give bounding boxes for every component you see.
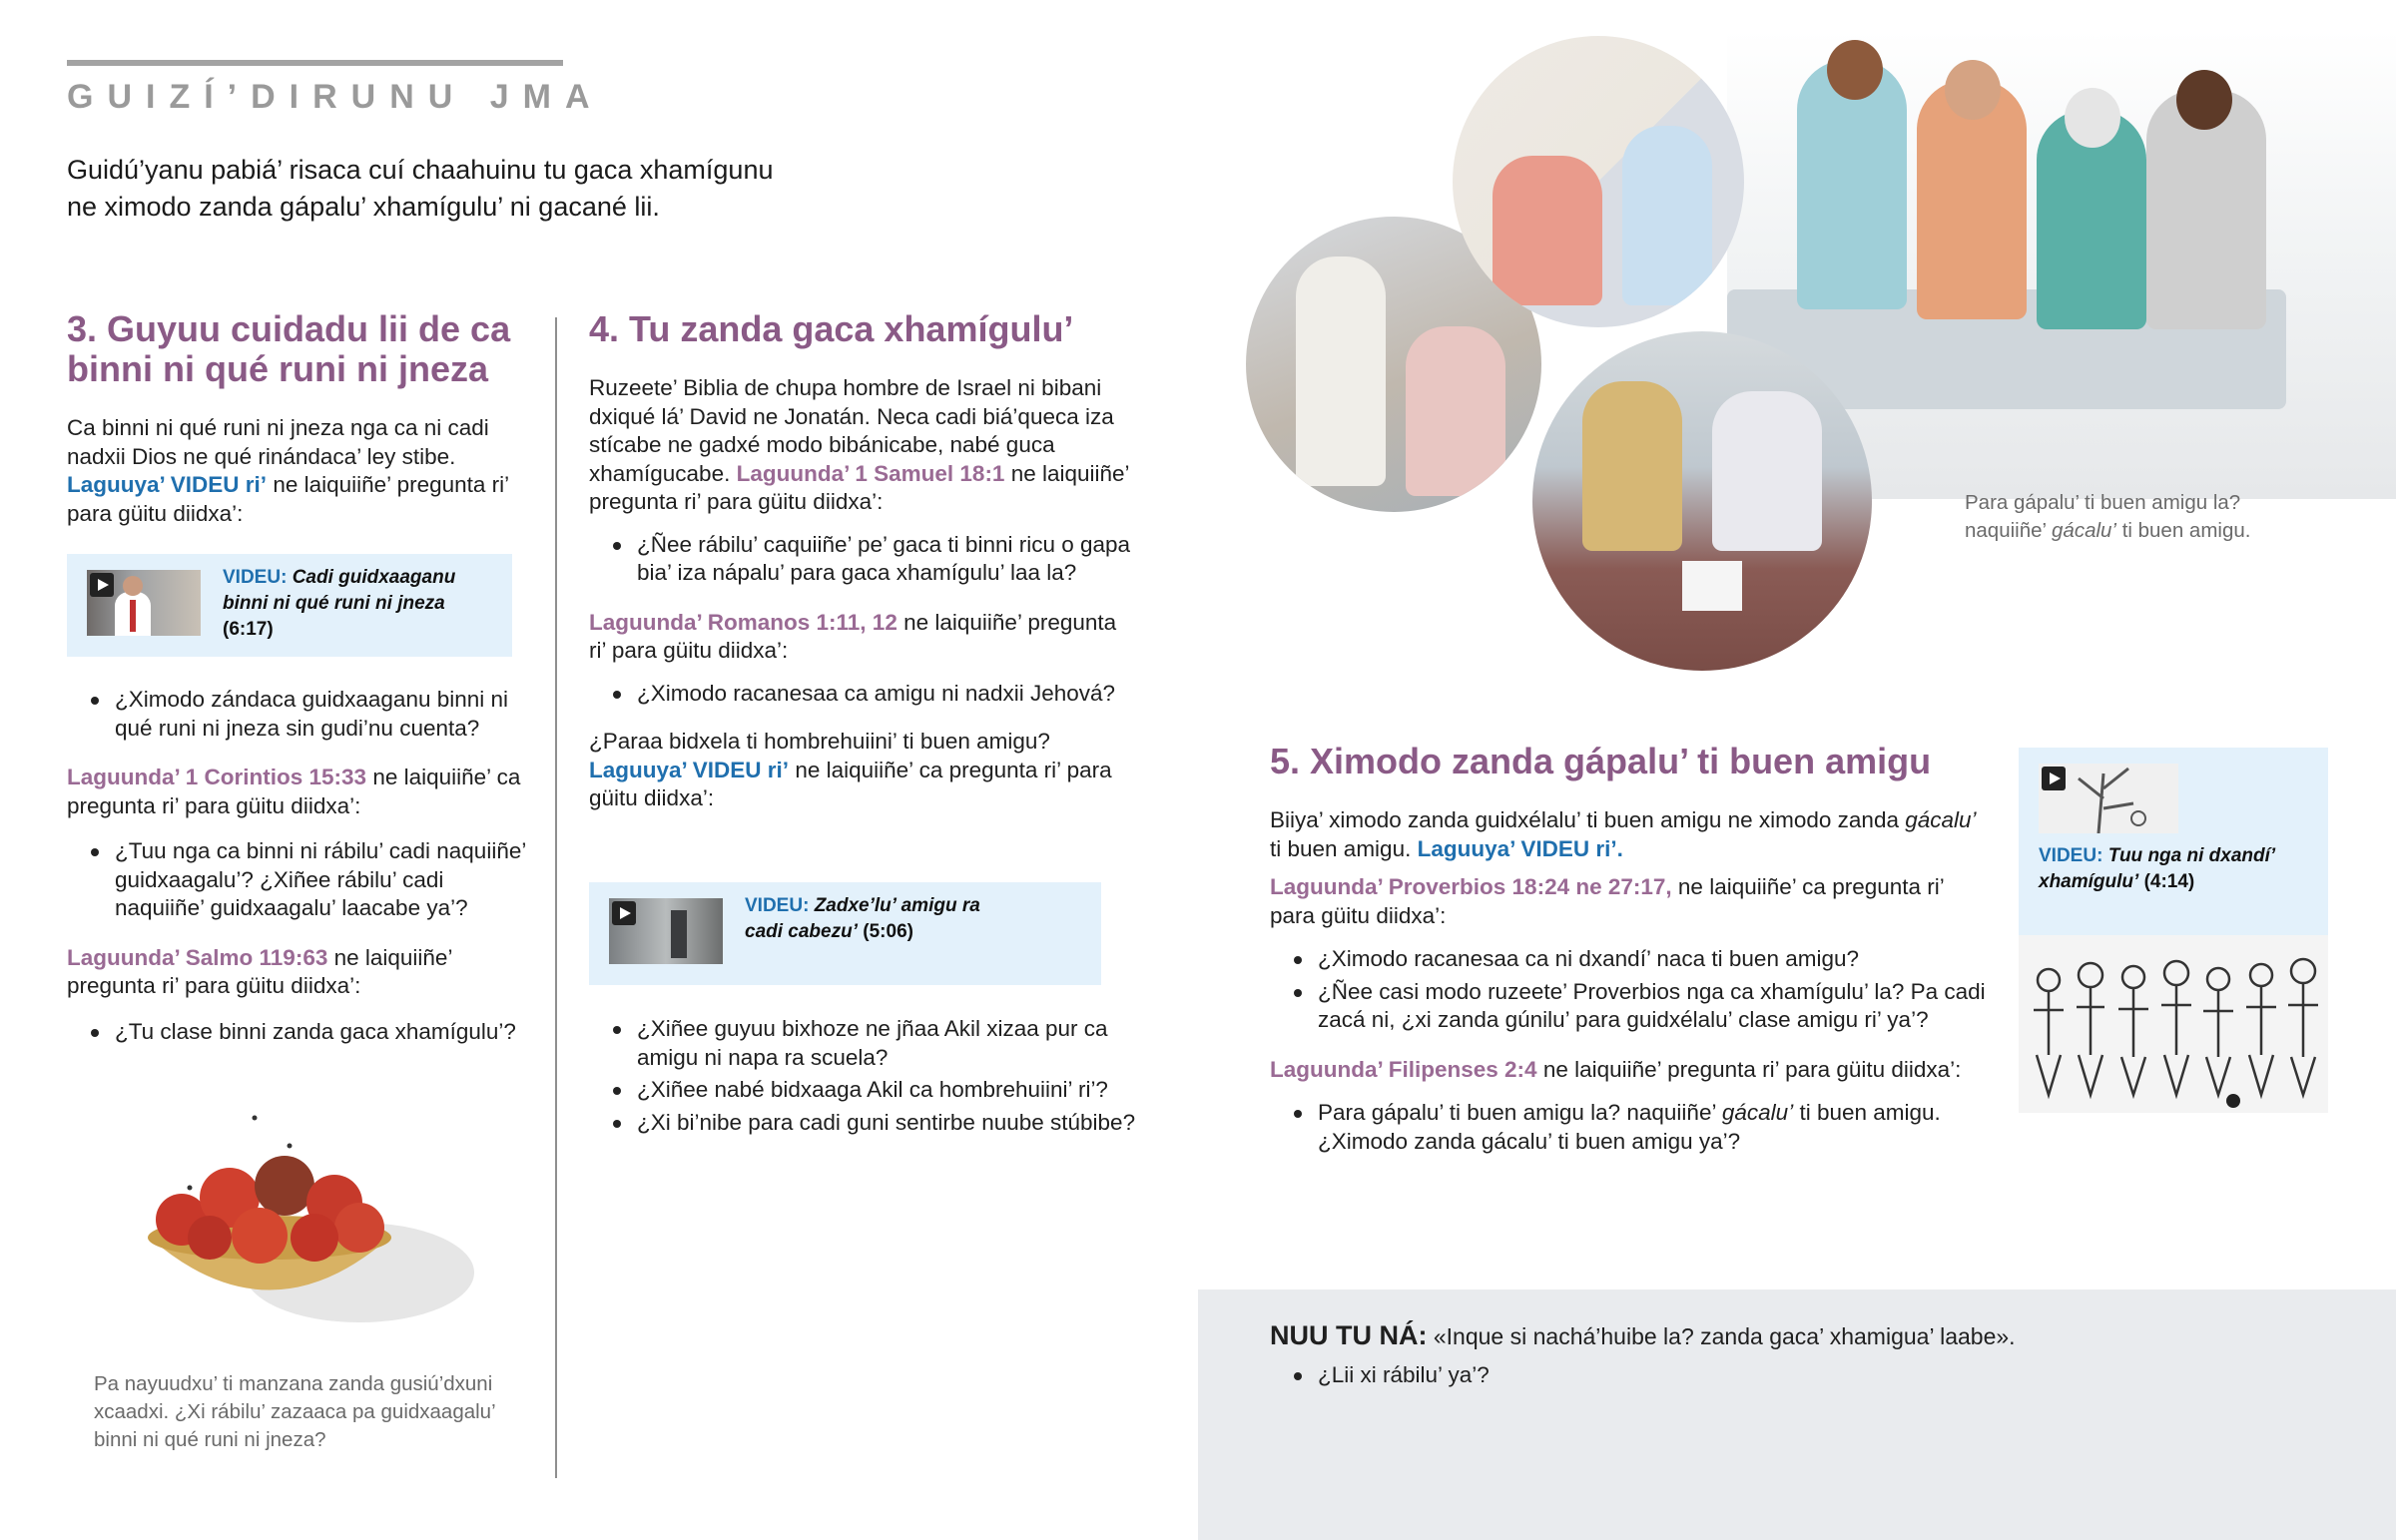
list-item: ¿Xiñee nabé bidxaaga Akil ca hombrehuiini’ ri’? <box>589 1076 1138 1105</box>
video-thumbnail-1[interactable] <box>87 570 201 636</box>
bullet-3-b: ti buen amigu. ¿Ximodo zanda gácalu’ ti buen amigu ya’? <box>1318 1100 1941 1154</box>
section-3-heading <box>67 309 526 389</box>
section-5-paragraph-b: ti buen amigu. <box>1270 835 1412 861</box>
section-3-paragraph <box>67 414 526 528</box>
list-item: ¿Xi bi’nibe para cadi guni sentirbe nuube stúbibe? <box>589 1109 1138 1138</box>
list-item: ¿Ñee rábilu’ caquiiñe’ pe’ gaca ti binni ricu o gapa bia’ iza nápalu’ para gaca xhamígulu’ laa la? <box>589 531 1138 588</box>
elderly-woman <box>1406 326 1505 496</box>
section-4-paragraph-text: Ruzeete’ Biblia de chupa hombre de Israel ni bibani dxiqué lá’ David ne Jonatán. Neca cadi biá’queca iza stícabe ne gadxé modo bibánicabe, nabé guca xhamígucabe. <box>589 375 1114 486</box>
section-kicker: GUIZÍ’DIRUNU JMA <box>67 78 604 116</box>
list-item: ¿Lii xi rábilu’ ya’? <box>1270 1361 2216 1390</box>
friends-sketch <box>2019 935 2328 1113</box>
discussion-box <box>1198 1289 2396 1540</box>
reading-1-tail: ne laiquiiñe’ ca pregunta ri’ para güitu diidxa’: <box>67 765 521 818</box>
section-3-heading-line-2: binni ni qué runi ni jneza <box>67 348 488 389</box>
header-rule <box>67 60 563 66</box>
list-item: ¿Tuu nga ca binni ni rábilu’ cadi naquiiñe’ guidxaagalu’? ¿Xiñee rábilu’ cadi naquiiñe’ guidxaagalu’ laacabe ya’? <box>67 837 536 923</box>
scripture-ref-1-corintios[interactable]: Laguunda’ 1 Corintios 15:33 <box>67 765 367 789</box>
section-4-paragraph-tail: ne laiquiiñe’ pregunta ri’ para güitu diidxa’: <box>589 460 1129 514</box>
list-item: ¿Tu clase binni zanda gaca xhamígulu’? <box>67 1018 536 1047</box>
section-3 <box>67 309 526 528</box>
section-5-heading: 5. Ximodo zanda gápalu’ ti buen amigu <box>1270 741 1932 781</box>
section-3-reading-2 <box>67 944 536 1001</box>
scripture-ref-proverbios[interactable]: Laguunda’ Proverbios 18:24 ne 27:17, <box>1270 874 1672 899</box>
photo-caption-pre: naquiiñe’ <box>1965 519 2047 542</box>
apple <box>334 1203 384 1253</box>
apple <box>291 1214 338 1262</box>
discussion-prompt <box>1270 1319 2368 1352</box>
list-item: ¿Ximodo racanesaa ca ni dxandí’ naca ti buen amigu? <box>1270 945 1989 974</box>
fly-icon <box>188 1186 193 1191</box>
section-4-heading: 4. Tu zanda gaca xhamígulu’ <box>589 308 1074 349</box>
video-3-title: Tuu nga ni dxandí’ xhamígulu’ <box>2039 845 2275 892</box>
section-3-content <box>67 686 536 1046</box>
intro-line-2: ne ximodo zanda gápalu’ xhamígulu’ ni gacané lii. <box>67 192 660 222</box>
photo-circle-phone <box>1453 36 1744 327</box>
video-2-label <box>745 893 1004 945</box>
video-2-time: (5:06) <box>863 921 913 942</box>
section-3-reading-1 <box>67 764 536 820</box>
video-3-time: (4:14) <box>2143 871 2195 892</box>
video-thumbnail-3[interactable] <box>2039 764 2178 833</box>
section-5-video-box[interactable] <box>2019 748 2328 935</box>
list-item: ¿Ñee casi modo ruzeete’ Proverbios nga ca xhamígulu’ la? Pa cadi zacá ni, ¿xi zanda gúnilu’ para guidxélalu’ clase amigu ri’ ya’? <box>1270 978 1989 1035</box>
play-icon[interactable] <box>90 573 114 597</box>
discussion-quote: «Inque si nachá’huibe la? zanda gaca’ xhamigua’ laabe». <box>1433 1323 2016 1349</box>
scripture-ref-1-samuel[interactable]: Laguunda’ 1 Samuel 18:1 <box>736 460 1005 486</box>
section-4-questions <box>589 1015 1138 1137</box>
section-5-reading-1 <box>1270 873 1989 930</box>
photo-circle-comfort <box>1532 331 1872 671</box>
play-icon[interactable] <box>2042 767 2066 790</box>
face <box>1945 60 2001 120</box>
list-item: ¿Ximodo racanesaa ca amigu ni nadxii Jehová? <box>589 680 1138 709</box>
speaker-head <box>123 576 143 596</box>
friends-sketch-illustration <box>2019 935 2328 1113</box>
woman-pink-shirt <box>1493 156 1602 305</box>
video-2-title: Zadxe’lu’ amigu ra cadi cabezu’ <box>745 895 980 942</box>
scripture-ref-romanos[interactable]: Laguunda’ Romanos 1:11, 12 <box>589 609 898 635</box>
section-5-paragraph <box>1270 806 1989 863</box>
section-4-question-text: ¿Paraa bidxela ti hombrehuiini’ ti buen amigu? <box>589 729 1050 754</box>
reading-2-tail: ne laiquiiñe’ pregunta ri’ para güitu diidxa’: <box>67 944 452 998</box>
photo-caption-em: gácalu’ <box>2052 519 2116 542</box>
scripture-ref-salmo[interactable]: Laguunda’ Salmo 119:63 <box>67 944 328 970</box>
video-2-tag: VIDEU: <box>745 895 810 916</box>
scripture-ref-filipenses[interactable]: Laguunda’ Filipenses 2:4 <box>1270 1056 1537 1082</box>
woman-on-phone <box>1622 126 1712 305</box>
section-4-question <box>589 728 1138 813</box>
section-4-reading <box>589 609 1138 666</box>
section-3-heading-line-1: 3. Guyuu cuidadu lii de ca <box>67 308 511 349</box>
face <box>2065 88 2120 148</box>
apple-bowl-illustration <box>120 1098 489 1357</box>
discussion-label: NUU TU NÁ: <box>1270 1320 1428 1350</box>
section-5-paragraph-a: Biiya’ ximodo zanda guidxélalu’ ti buen amigu ne ximodo zanda <box>1270 807 1899 832</box>
apple <box>232 1208 288 1264</box>
speaker-tie <box>130 600 136 632</box>
section-3-video-link[interactable]: Laguuya’ VIDEU ri’ <box>67 472 268 497</box>
woman-yellow-sweater <box>1582 381 1682 551</box>
reading-1-tail: ne laiquiiñe’ ca pregunta ri’ para güitu diidxa’: <box>1270 874 1944 928</box>
video-1-time: (6:17) <box>223 619 274 640</box>
video-1-tag: VIDEU: <box>223 567 288 588</box>
section-5-paragraph-em: gácalu’ <box>1905 807 1977 832</box>
young-woman <box>1296 257 1386 486</box>
section-4-video-link[interactable]: Laguuya’ VIDEU ri’ <box>589 757 790 782</box>
section-4-question-tail: ne laiquiiñe’ ca pregunta ri’ para güitu diidxa’: <box>589 757 1112 810</box>
section-3-paragraph-text: Ca binni ni qué runi ni jneza nga ca ni cadi nadxii Dios ne qué rinándaca’ ley stibe. <box>67 415 489 469</box>
face <box>1827 40 1883 100</box>
video-1-title: Cadi guidxaaganu binni ni qué runi ni jneza <box>223 567 456 614</box>
section-4-paragraph <box>589 374 1138 517</box>
section-5 <box>1270 742 1989 1156</box>
play-icon[interactable] <box>612 901 636 925</box>
photo-caption-line-1: Para gápalu’ ti buen amigu la? <box>1965 491 2241 514</box>
video-3-tag: VIDEU: <box>2039 845 2103 866</box>
section-4 <box>589 309 1138 813</box>
reading-tail: ne laiquiiñe’ pregunta ri’ para güitu diidxa’: <box>589 609 1117 663</box>
intro-text <box>67 152 866 226</box>
crying-woman <box>1712 391 1822 551</box>
rotten-apple <box>255 1156 314 1216</box>
video-3-label <box>2039 843 2318 895</box>
video-thumbnail-2[interactable] <box>609 898 723 964</box>
intro-line-1: Guidú’yanu pabiá’ risaca cuí chaahuinu tu gaca xhamígunu <box>67 155 774 185</box>
section-3-paragraph-tail: ne laiquiiñe’ pregunta ri’ para güitu diidxa’: <box>67 472 509 526</box>
section-4-video-box[interactable] <box>589 882 1101 985</box>
photo-caption <box>1965 489 2364 545</box>
section-3-video-box[interactable] <box>67 554 512 657</box>
fly-icon <box>253 1116 258 1121</box>
apple <box>188 1216 232 1260</box>
video-1-label <box>223 565 482 643</box>
bullet-3-em: gácalu’ <box>1721 1100 1794 1125</box>
photo-caption-post: ti buen amigu. <box>2121 519 2251 542</box>
apple-caption: Pa nayuudxu’ ti manzana zanda gusiú’dxuni xcaadxi. ¿Xi rábilu’ zazaaca pa guidxaagalu’ binni ni qué runi ni jneza? <box>94 1372 495 1451</box>
person-figure <box>671 910 687 958</box>
list-item <box>1270 1099 1989 1156</box>
section-5-reading-2 <box>1270 1056 1989 1085</box>
column-divider <box>555 317 557 1478</box>
bullet-3-a: Para gápalu’ ti buen amigu la? naquiiñe’ <box>1318 1100 1716 1125</box>
tissue-box <box>1682 561 1742 611</box>
section-5-video-link[interactable]: Laguuya’ VIDEU ri’. <box>1417 835 1623 861</box>
list-item: ¿Xiñee guyuu bixhoze ne jñaa Akil xizaa pur ca amigu ni napa ra scuela? <box>589 1015 1138 1072</box>
list-item: ¿Ximodo zándaca guidxaaganu binni ni qué runi ni jneza sin gudi’nu cuenta? <box>67 686 536 743</box>
reading-2-tail: ne laiquiiñe’ pregunta ri’ para güitu diidxa’: <box>1542 1056 1962 1082</box>
fly-icon <box>288 1144 293 1149</box>
face <box>2176 70 2232 130</box>
